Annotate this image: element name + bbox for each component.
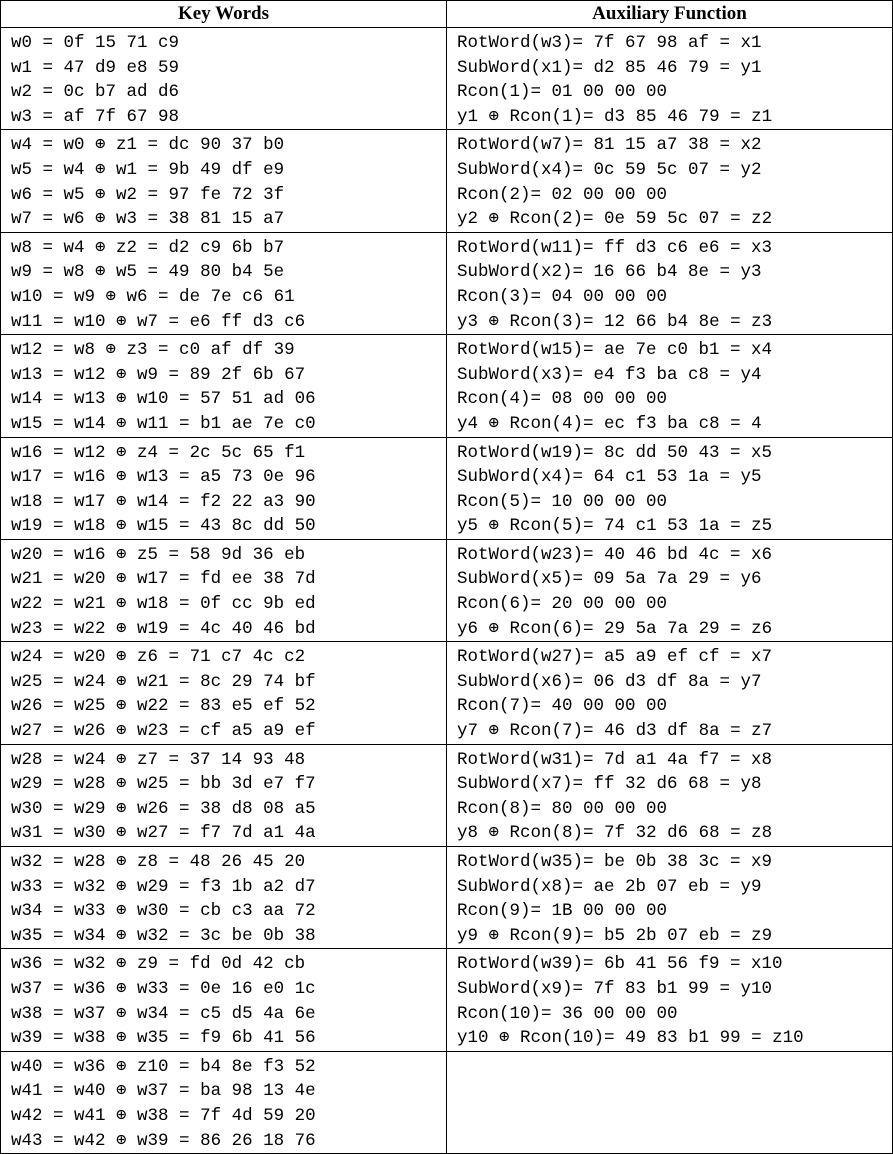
key-word-line: w2 = 0c b7 ad d6 [11, 82, 180, 103]
auxiliary-line: y5 ⊕ Rcon(5)= 74 c1 53 1a = z5 [457, 516, 773, 537]
auxiliary-line: y9 ⊕ Rcon(9)= b5 2b 07 eb = z9 [457, 925, 773, 946]
table-row [1, 1051, 893, 1153]
key-words-cell [1, 437, 447, 539]
key-word-line: w23 = w22 ⊕ w19 = 4c 40 46 bd [11, 618, 316, 639]
table-row [1, 232, 893, 334]
auxiliary-line: Rcon(1)= 01 00 00 00 [457, 82, 668, 103]
key-word-line: w26 = w25 ⊕ w22 = 83 e5 ef 52 [11, 696, 316, 717]
auxiliary-line: y3 ⊕ Rcon(3)= 12 66 b4 8e = z3 [457, 311, 773, 332]
key-word-line: w37 = w36 ⊕ w33 = 0e 16 e0 1c [11, 978, 316, 999]
key-word-line: w39 = w38 ⊕ w35 = f9 6b 41 56 [11, 1028, 316, 1049]
key-word-line: w13 = w12 ⊕ w9 = 89 2f 6b 67 [11, 364, 306, 385]
auxiliary-line: SubWord(x6)= 06 d3 df 8a = y7 [457, 671, 762, 692]
key-word-line: w33 = w32 ⊕ w29 = f3 1b a2 d7 [11, 876, 316, 897]
key-word-line: w36 = w32 ⊕ z9 = fd 0d 42 cb [11, 954, 306, 975]
key-words-cell [1, 642, 447, 744]
auxiliary-function-cell [447, 28, 893, 130]
auxiliary-line: Rcon(5)= 10 00 00 00 [457, 491, 668, 512]
table-row [1, 335, 893, 437]
auxiliary-line: y4 ⊕ Rcon(4)= ec f3 ba c8 = 4 [457, 413, 762, 434]
key-word-line: w38 = w37 ⊕ w34 = c5 d5 4a 6e [11, 1003, 316, 1024]
auxiliary-function-cell [447, 130, 893, 232]
auxiliary-line: Rcon(2)= 02 00 00 00 [457, 184, 668, 205]
table-row [1, 847, 893, 949]
auxiliary-line: SubWord(x2)= 16 66 b4 8e = y3 [457, 262, 762, 283]
key-word-line: w1 = 47 d9 e8 59 [11, 57, 180, 78]
key-word-line: w42 = w41 ⊕ w38 = 7f 4d 59 20 [11, 1105, 316, 1126]
header-row [1, 1, 893, 28]
key-words-cell [1, 847, 447, 949]
key-words-header: Key Words [1, 1, 447, 28]
key-word-line: w29 = w28 ⊕ w25 = bb 3d e7 f7 [11, 774, 316, 795]
auxiliary-line: RotWord(w31)= 7d a1 4a f7 = x8 [457, 749, 773, 770]
auxiliary-line: SubWord(x7)= ff 32 d6 68 = y8 [457, 774, 762, 795]
auxiliary-line: Rcon(8)= 80 00 00 00 [457, 798, 668, 819]
auxiliary-function-header: Auxiliary Function [447, 1, 893, 28]
auxiliary-line: Rcon(9)= 1B 00 00 00 [457, 901, 668, 922]
auxiliary-line: SubWord(x9)= 7f 83 b1 99 = y10 [457, 978, 773, 999]
key-word-line: w8 = w4 ⊕ z2 = d2 c9 6b b7 [11, 237, 285, 258]
key-word-line: w19 = w18 ⊕ w15 = 43 8c dd 50 [11, 516, 316, 537]
key-word-line: w14 = w13 ⊕ w10 = 57 51 ad 06 [11, 389, 316, 410]
auxiliary-line: Rcon(6)= 20 00 00 00 [457, 594, 668, 615]
key-word-line: w6 = w5 ⊕ w2 = 97 fe 72 3f [11, 184, 285, 205]
auxiliary-line: SubWord(x1)= d2 85 46 79 = y1 [457, 57, 762, 78]
key-word-line: w25 = w24 ⊕ w21 = 8c 29 74 bf [11, 671, 316, 692]
table-row [1, 437, 893, 539]
table-row [1, 130, 893, 232]
key-word-line: w28 = w24 ⊕ z7 = 37 14 93 48 [11, 749, 306, 770]
key-word-line: w4 = w0 ⊕ z1 = dc 90 37 b0 [11, 135, 285, 156]
key-word-line: w22 = w21 ⊕ w18 = 0f cc 9b ed [11, 594, 316, 615]
key-word-line: w32 = w28 ⊕ z8 = 48 26 45 20 [11, 852, 306, 872]
key-word-line: w40 = w36 ⊕ z10 = b4 8e f3 52 [11, 1056, 316, 1077]
auxiliary-line: SubWord(x4)= 64 c1 53 1a = y5 [457, 467, 762, 488]
key-word-line: w17 = w16 ⊕ w13 = a5 73 0e 96 [11, 467, 316, 488]
key-word-line: w9 = w8 ⊕ w5 = 49 80 b4 5e [11, 262, 285, 283]
auxiliary-function-cell [447, 949, 893, 1051]
auxiliary-function-cell [447, 642, 893, 744]
auxiliary-line: SubWord(x8)= ae 2b 07 eb = y9 [457, 876, 762, 897]
key-word-line: w31 = w30 ⊕ w27 = f7 7d a1 4a [11, 823, 316, 844]
auxiliary-function-cell [447, 335, 893, 437]
auxiliary-line: y7 ⊕ Rcon(7)= 46 d3 df 8a = z7 [457, 721, 773, 742]
key-word-line: w24 = w20 ⊕ z6 = 71 c7 4c c2 [11, 647, 306, 668]
auxiliary-function-cell [447, 232, 893, 334]
auxiliary-line: RotWord(w23)= 40 46 bd 4c = x6 [457, 544, 773, 565]
key-word-line: w18 = w17 ⊕ w14 = f2 22 a3 90 [11, 491, 316, 512]
key-word-line: w3 = af 7f 67 98 [11, 106, 180, 127]
key-words-cell [1, 1051, 447, 1153]
auxiliary-line: y10 ⊕ Rcon(10)= 49 83 b1 99 = z10 [457, 1028, 804, 1049]
auxiliary-line: y2 ⊕ Rcon(2)= 0e 59 5c 07 = z2 [457, 209, 773, 230]
auxiliary-line: RotWord(w19)= 8c dd 50 43 = x5 [457, 442, 773, 463]
auxiliary-line: Rcon(10)= 36 00 00 00 [457, 1003, 678, 1024]
auxiliary-line: Rcon(4)= 08 00 00 00 [457, 389, 668, 410]
key-word-line: w10 = w9 ⊕ w6 = de 7e c6 61 [11, 286, 295, 307]
key-words-cell [1, 744, 447, 846]
auxiliary-line: RotWord(w15)= ae 7e c0 b1 = x4 [457, 340, 773, 361]
table-row [1, 28, 893, 130]
auxiliary-line: RotWord(w7)= 81 15 a7 38 = x2 [457, 135, 762, 156]
key-word-line: w43 = w42 ⊕ w39 = 86 26 18 76 [11, 1130, 316, 1151]
auxiliary-function-cell [447, 1051, 893, 1153]
auxiliary-line: RotWord(w11)= ff d3 c6 e6 = x3 [457, 237, 773, 258]
auxiliary-function-cell [447, 437, 893, 539]
key-words-cell [1, 539, 447, 641]
key-word-line: w35 = w34 ⊕ w32 = 3c be 0b 38 [11, 925, 316, 946]
key-word-line: w16 = w12 ⊕ z4 = 2c 5c 65 f1 [11, 442, 306, 463]
auxiliary-line: RotWord(w3)= 7f 67 98 af = x1 [457, 33, 762, 53]
auxiliary-line: SubWord(x4)= 0c 59 5c 07 = y2 [457, 159, 762, 180]
key-word-line: w30 = w29 ⊕ w26 = 38 d8 08 a5 [11, 798, 316, 819]
auxiliary-line: y8 ⊕ Rcon(8)= 7f 32 d6 68 = z8 [457, 823, 773, 844]
auxiliary-function-cell [447, 744, 893, 846]
table-row [1, 539, 893, 641]
key-word-line: w34 = w33 ⊕ w30 = cb c3 aa 72 [11, 901, 316, 922]
key-word-line: w27 = w26 ⊕ w23 = cf a5 a9 ef [11, 721, 316, 742]
key-word-line: w11 = w10 ⊕ w7 = e6 ff d3 c6 [11, 311, 306, 332]
key-words-cell [1, 949, 447, 1051]
key-word-line: w7 = w6 ⊕ w3 = 38 81 15 a7 [11, 209, 285, 230]
table-row [1, 949, 893, 1051]
key-word-line: w21 = w20 ⊕ w17 = fd ee 38 7d [11, 569, 316, 590]
auxiliary-line: Rcon(7)= 40 00 00 00 [457, 696, 668, 717]
key-word-line: w12 = w8 ⊕ z3 = c0 af df 39 [11, 340, 295, 361]
key-words-cell [1, 335, 447, 437]
table-row [1, 642, 893, 744]
auxiliary-line: RotWord(w35)= be 0b 38 3c = x9 [457, 852, 773, 872]
table-row [1, 744, 893, 846]
auxiliary-function-cell [447, 847, 893, 949]
auxiliary-line: y6 ⊕ Rcon(6)= 29 5a 7a 29 = z6 [457, 618, 773, 639]
auxiliary-function-cell [447, 539, 893, 641]
auxiliary-line: Rcon(3)= 04 00 00 00 [457, 286, 668, 307]
key-word-line: w5 = w4 ⊕ w1 = 9b 49 df e9 [11, 159, 285, 180]
key-words-cell [1, 28, 447, 130]
auxiliary-line: RotWord(w27)= a5 a9 ef cf = x7 [457, 647, 773, 668]
key-word-line: w0 = 0f 15 71 c9 [11, 33, 180, 53]
key-words-cell [1, 130, 447, 232]
auxiliary-line: SubWord(x5)= 09 5a 7a 29 = y6 [457, 569, 762, 590]
key-word-line: w15 = w14 ⊕ w11 = b1 ae 7e c0 [11, 413, 316, 434]
key-words-cell [1, 232, 447, 334]
auxiliary-line: SubWord(x3)= e4 f3 ba c8 = y4 [457, 364, 762, 385]
auxiliary-line: RotWord(w39)= 6b 41 56 f9 = x10 [457, 954, 783, 975]
key-word-line: w41 = w40 ⊕ w37 = ba 98 13 4e [11, 1081, 316, 1102]
auxiliary-line: y1 ⊕ Rcon(1)= d3 85 46 79 = z1 [457, 106, 773, 127]
key-word-line: w20 = w16 ⊕ z5 = 58 9d 36 eb [11, 544, 306, 565]
